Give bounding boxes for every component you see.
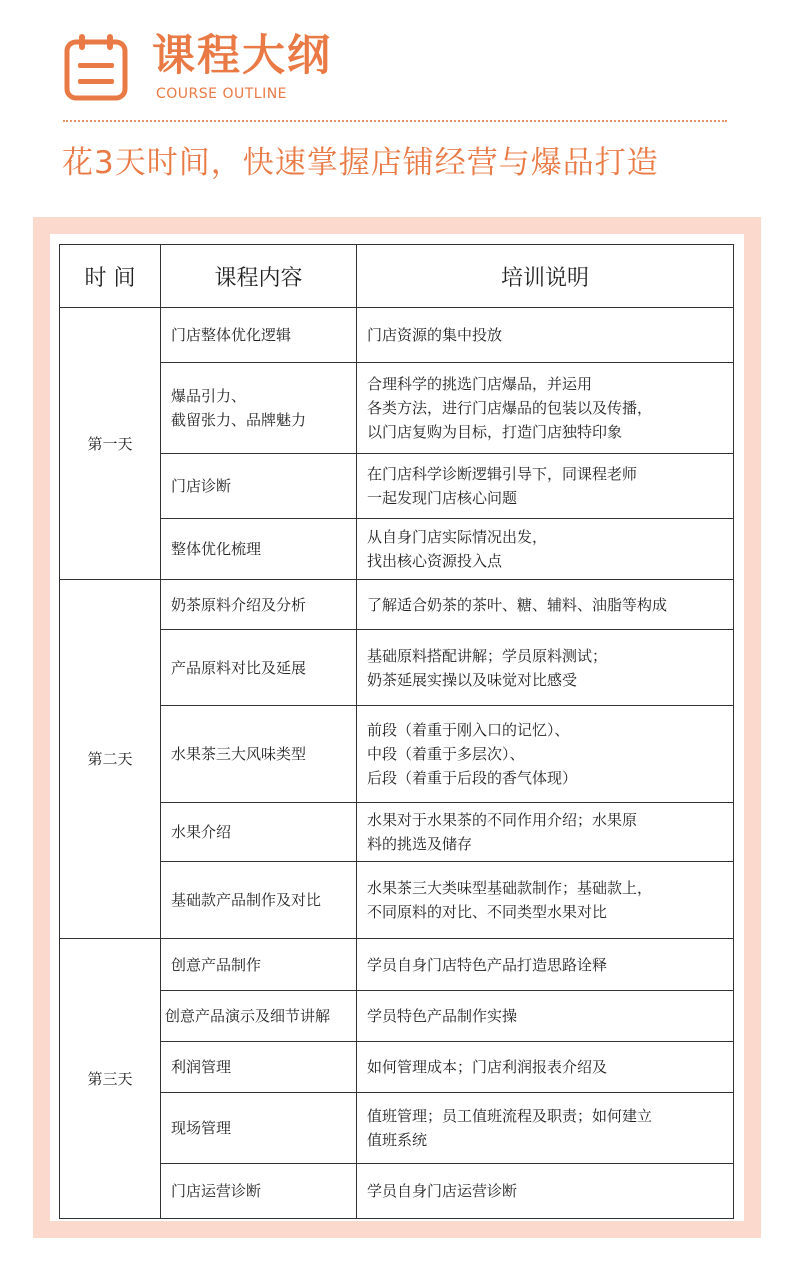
- table-row: [60, 991, 734, 1042]
- content-line: 奶茶原料介绍及分析: [171, 595, 307, 614]
- course-description: [357, 454, 734, 519]
- course-content: [161, 862, 357, 939]
- content-line: 爆品引力、: [171, 387, 247, 405]
- description-line: 奶茶延展实操以及味觉对比感受: [367, 670, 578, 689]
- course-outline-table: [59, 244, 734, 1219]
- course-description: [357, 630, 734, 706]
- content-line: 现场管理: [171, 1119, 232, 1137]
- description-line: 料的挑选及储存: [367, 835, 473, 853]
- content-line: 截留张力、品牌魅力: [171, 411, 307, 429]
- description-line: 各类方法，进行门店爆品的包装以及传播，: [367, 399, 653, 417]
- course-content: [161, 706, 357, 803]
- table-row: [60, 862, 734, 939]
- course-description: [357, 1093, 734, 1164]
- table-row: [60, 363, 734, 454]
- course-description: [357, 363, 734, 454]
- course-content: [161, 991, 357, 1042]
- course-content: [161, 454, 357, 519]
- description-line: 合理科学的挑选门店爆品，并运用: [367, 375, 593, 393]
- description-line: 后段（着重于后段的香气体现）: [367, 769, 578, 787]
- description-line: 不同原料的对比、不同类型水果对比: [367, 903, 608, 921]
- course-description: [357, 308, 734, 363]
- description-line: 前段（着重于刚入口的记忆）、: [367, 721, 570, 739]
- course-description: [357, 803, 734, 862]
- table-row: [60, 308, 734, 363]
- table-row: [60, 580, 734, 630]
- course-content: [161, 630, 357, 706]
- course-description: [357, 939, 734, 991]
- header-description: 培训说明: [357, 245, 734, 308]
- content-line: 门店运营诊断: [171, 1182, 262, 1200]
- table-row: [60, 519, 734, 580]
- description-line: 从自身门店实际情况出发，: [367, 528, 548, 546]
- course-description: [357, 991, 734, 1042]
- course-content: [161, 1164, 357, 1219]
- header-time: 时 间: [60, 245, 161, 308]
- description-line: 学员特色产品制作实操: [367, 1007, 518, 1025]
- description-line: 学员自身门店特色产品打造思路诠释: [367, 955, 608, 974]
- page-title: 课程大纲: [152, 31, 332, 81]
- description-line: 了解适合奶茶的茶叶、糖、辅料、油脂等构成: [367, 595, 668, 614]
- page-subtitle: 花3天时间，快速掌握店铺经营与爆品打造: [62, 145, 659, 181]
- course-outline-header: [0, 0, 790, 200]
- table-header-row: [60, 245, 734, 308]
- description-line: 如何管理成本；门店利润报表介绍及: [367, 1058, 608, 1076]
- content-line: 创意产品演示及细节讲解: [165, 1007, 331, 1025]
- page-title-english: COURSE OUTLINE: [156, 86, 288, 102]
- description-line: 基础原料搭配讲解；学员原料测试；: [367, 646, 608, 665]
- table-row: [60, 1093, 734, 1164]
- content-line: 门店诊断: [171, 477, 232, 495]
- description-line: 找出核心资源投入点: [367, 552, 503, 570]
- description-line: 水果对于水果茶的不同作用介绍；水果原: [367, 811, 638, 829]
- table-row: [60, 706, 734, 803]
- course-content: [161, 1042, 357, 1093]
- description-line: 一起发现门店核心问题: [367, 489, 518, 507]
- table-row: [60, 454, 734, 519]
- content-line: 创意产品制作: [171, 955, 262, 974]
- day-label-2: 第二天: [60, 580, 161, 939]
- course-content: [161, 939, 357, 991]
- course-content: [161, 363, 357, 454]
- content-line: 水果茶三大风味类型: [171, 745, 307, 763]
- course-description: [357, 862, 734, 939]
- course-content: [161, 308, 357, 363]
- description-line: 水果茶三大类味型基础款制作；基础款上，: [367, 879, 653, 897]
- content-line: 门店整体优化逻辑: [171, 326, 292, 344]
- description-line: 中段（着重于多层次）、: [367, 745, 525, 763]
- outline-panel: [33, 217, 761, 1238]
- description-line: 在门店科学诊断逻辑引导下，同课程老师: [367, 465, 638, 483]
- table-row: [60, 1042, 734, 1093]
- course-content: [161, 580, 357, 630]
- day-label-3: 第三天: [60, 939, 161, 1219]
- course-content: [161, 803, 357, 862]
- description-line: 以门店复购为目标，打造门店独特印象: [367, 423, 623, 441]
- course-description: [357, 1042, 734, 1093]
- table-row: [60, 630, 734, 706]
- table-row: [60, 939, 734, 991]
- description-line: 值班系统: [367, 1131, 428, 1149]
- content-line: 产品原料对比及延展: [171, 658, 307, 677]
- notepad-icon: [64, 33, 128, 101]
- content-line: 水果介绍: [171, 823, 232, 841]
- description-line: 门店资源的集中投放: [367, 326, 503, 344]
- description-line: 学员自身门店运营诊断: [367, 1182, 518, 1200]
- dotted-divider: [63, 120, 727, 122]
- day-label-1: 第一天: [60, 308, 161, 580]
- table-row: [60, 803, 734, 862]
- content-line: 基础款产品制作及对比: [171, 891, 322, 909]
- course-description: [357, 706, 734, 803]
- description-line: 值班管理；员工值班流程及职责；如何建立: [367, 1107, 653, 1125]
- course-description: [357, 519, 734, 580]
- course-description: [357, 1164, 734, 1219]
- content-line: 利润管理: [171, 1058, 232, 1076]
- content-line: 整体优化梳理: [171, 540, 262, 558]
- course-content: [161, 1093, 357, 1164]
- outline-panel-inner: [50, 234, 744, 1221]
- course-content: [161, 519, 357, 580]
- table-row: [60, 1164, 734, 1219]
- course-description: [357, 580, 734, 630]
- header-content: 课程内容: [161, 245, 357, 308]
